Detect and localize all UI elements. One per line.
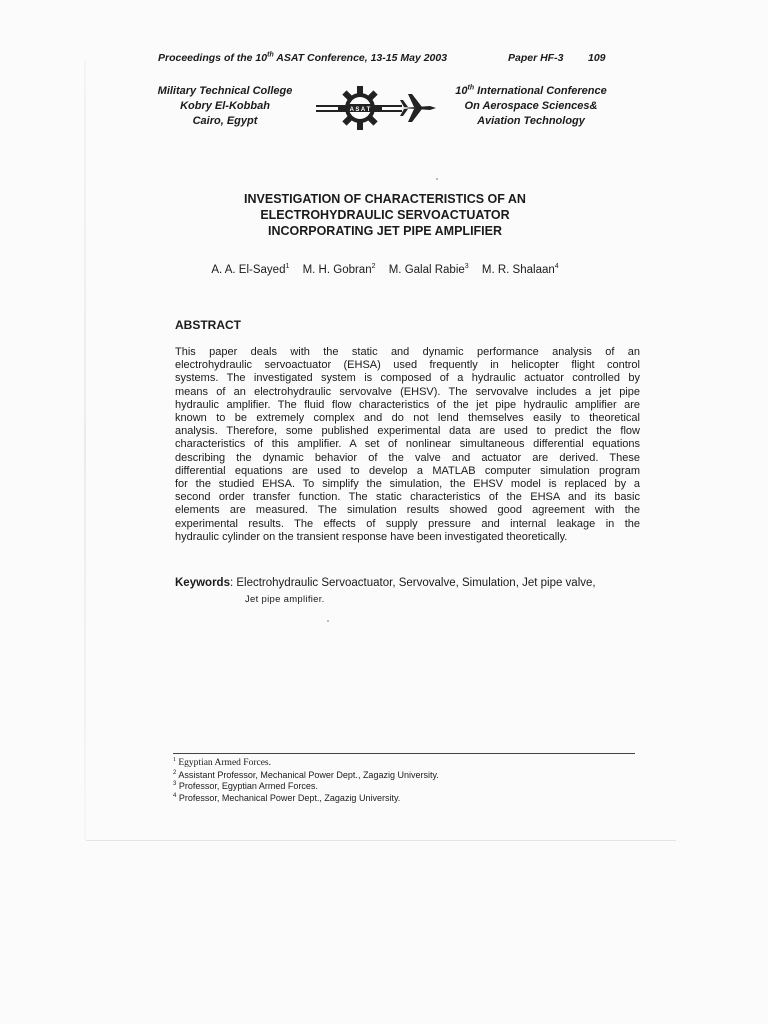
conference-line: On Aerospace Sciences& (464, 100, 598, 112)
author-list (170, 264, 600, 276)
footnote-mark: 4 (173, 792, 177, 799)
page-shadow (84, 60, 86, 840)
title-line: INCORPORATING JET PIPE AMPLIFIER (267, 224, 503, 238)
author-name: M. Galal Rabie (388, 264, 465, 276)
title-line: ELECTROHYDRAULIC SERVOACTUATOR (260, 208, 510, 222)
proceedings-text (158, 52, 447, 64)
author-name: A. A. El-Sayed (211, 264, 286, 276)
institution-block (155, 84, 295, 129)
author (389, 264, 469, 276)
footnote-mark: 2 (173, 769, 177, 776)
page-number: 109 (588, 52, 606, 64)
title-line: INVESTIGATION OF CHARACTERISTICS OF AN (244, 192, 526, 206)
keywords-label: Keywords (175, 577, 230, 589)
conference-block (442, 84, 620, 129)
footnote-mark: 3 (173, 781, 177, 787)
proceedings-rest: ASAT Conference, 13-15 May 2003 (273, 52, 448, 64)
abstract-line: analysis. Therefore, some published experimental data are used to predict the flow (175, 425, 640, 438)
keywords-text: : Electrohydraulic Servoactuator, Servovalve, Simulation, Jet pipe valve, (229, 577, 596, 589)
abstract-line: describing the dynamic behavior of the valve and actuator are derived. These (175, 451, 640, 464)
footnote (173, 781, 643, 793)
footnote-text: Professor, Egyptian Armed Forces. (178, 781, 318, 791)
footnote-text: Assistant Professor, Mechanical Power Dept., Zagazig University. (178, 769, 439, 780)
author-name: M. H. Gobran (302, 264, 372, 276)
paper-title (180, 191, 590, 239)
conference-sup: th (467, 84, 475, 92)
institution-line: Cairo, Egypt (192, 115, 258, 127)
abstract-line: hydraulic cylinder on the transient response have been investigated theoretically. (175, 530, 568, 543)
abstract-line: elements are measured. The simulation results showed good agreement with the (175, 504, 640, 517)
scan-speck (327, 620, 329, 622)
abstract-line: differential equations are used to develop a MATLAB computer simulation program (175, 464, 640, 477)
author (303, 264, 376, 276)
abstract-line: hydraulic amplifier. The fluid flow characteristics of the jet pipe hydraulic amplifier are (175, 398, 640, 411)
institution-line: Kobry El-Kobbah (180, 100, 270, 112)
footnote-text: Professor, Mechanical Power Dept., Zagazig University. (178, 792, 401, 803)
paper-id: Paper HF-3 (508, 52, 564, 64)
abstract-line: known to be extremely complex and do not lend themselves easily to theoretical (175, 412, 640, 425)
conference-line1-rest: International Conference (474, 85, 607, 97)
institution-line: Military Technical College (157, 85, 293, 97)
abstract-line: means of an electrohydraulic servovalve (EHSV). The servovalve includes a jet pipe (175, 385, 640, 398)
author-affiliation-mark: 1 (285, 263, 290, 271)
abstract-line: characteristics of this amplifier. A set of nonlinear simultaneous differential equations (175, 438, 640, 451)
abstract-text (175, 346, 640, 544)
footnote (173, 770, 643, 782)
author-affiliation-mark: 4 (554, 263, 559, 271)
author-affiliation-mark: 2 (371, 263, 376, 271)
footnote-mark: 1 (173, 756, 176, 763)
abstract-line: This paper deals with the static and dynamic performance analysis of an (175, 346, 640, 358)
author (482, 264, 559, 276)
abstract-line: second order transfer function. The static characteristics of the EHSA and its basic (175, 491, 640, 504)
footnote-divider (173, 753, 635, 754)
footnote-text: Egyptian Armed Forces. (178, 758, 271, 768)
keywords-continuation: Jet pipe amplifier. (245, 594, 325, 605)
keywords (175, 577, 645, 589)
abstract-line: electrohydraulic servoactuator (EHSA) used frequently in helicopter flight control (175, 359, 640, 372)
scan-speck (436, 178, 438, 180)
author (211, 264, 289, 276)
conference-line (442, 84, 620, 99)
abstract-line: for the studied EHSA. To simplify the simulation, the EHSV model is replaced by a (175, 478, 640, 491)
abstract-line: systems. The investigated system is composed of a hydraulic actuator controlled by (175, 372, 640, 385)
author-name: M. R. Shalaan (481, 264, 555, 276)
asat-logo-icon (312, 84, 440, 132)
footnotes (173, 758, 643, 804)
conference-number: 10 (455, 85, 468, 97)
logo-text: A S A T (349, 107, 371, 113)
proceedings-main: Proceedings of the 10 (158, 52, 268, 64)
proceedings-sup: th (267, 51, 274, 59)
conference-line: Aviation Technology (477, 115, 585, 127)
abstract-line: experimental results. The effects of supply pressure and internal leakage in the (175, 517, 640, 530)
abstract-heading: ABSTRACT (175, 318, 241, 332)
page-edge (86, 840, 676, 841)
author-affiliation-mark: 3 (464, 263, 469, 271)
footnote (173, 793, 643, 805)
footnote (173, 758, 643, 770)
